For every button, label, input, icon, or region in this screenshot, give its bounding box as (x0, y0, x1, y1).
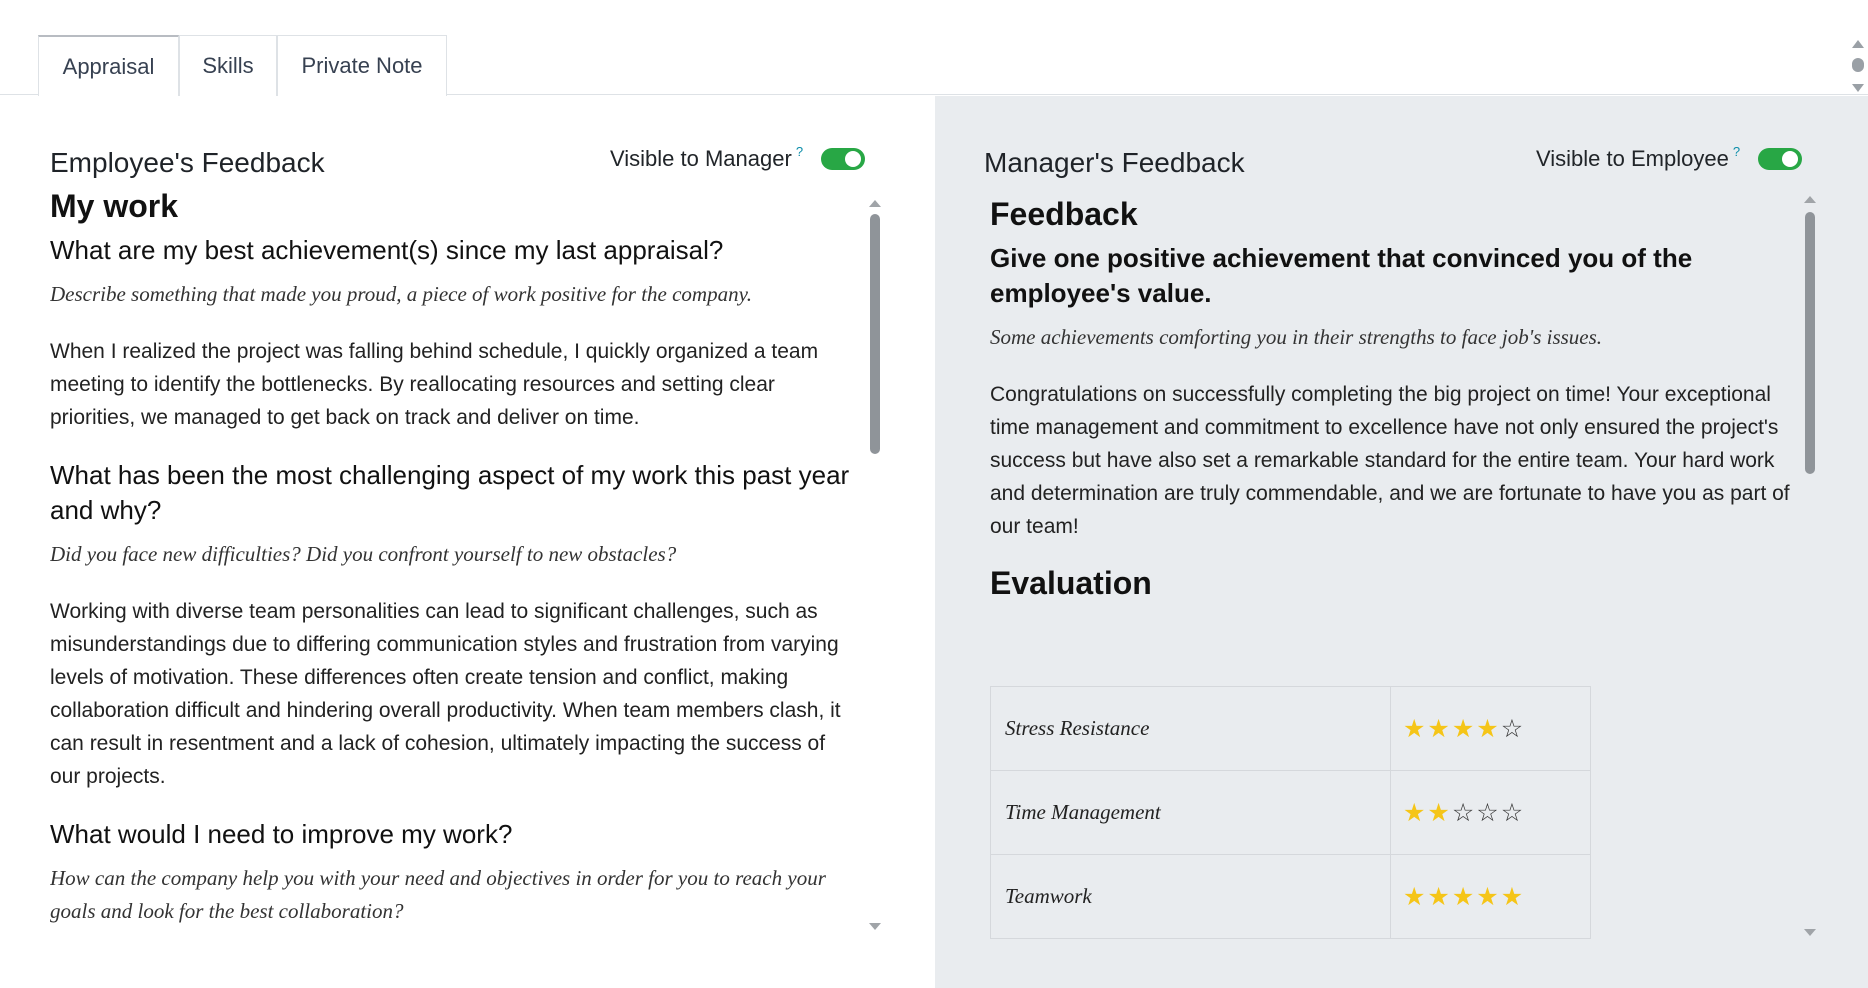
table-row (991, 687, 1591, 771)
table-row (991, 771, 1591, 855)
help-icon[interactable]: ? (1732, 143, 1741, 159)
visible-to-manager-toggle[interactable] (821, 148, 865, 170)
hint-improve-work: How can the company help you with your need and objectives in order for you to reach your goals and look for the best collaboration? (50, 866, 826, 923)
scroll-thumb[interactable] (1852, 58, 1864, 72)
star-filled-icon[interactable]: ★ (1403, 882, 1426, 911)
manager-feedback-scrollbar[interactable] (1803, 196, 1817, 936)
tab-bar (0, 0, 1868, 95)
hint-positive-achievement: Some achievements comforting you in their strengths to face job's issues. (990, 325, 1603, 349)
scroll-down-arrow-icon[interactable] (1852, 84, 1864, 92)
scroll-thumb[interactable] (1805, 212, 1815, 474)
evaluation-table (990, 686, 1591, 939)
star-empty-icon[interactable]: ☆ (1451, 798, 1475, 827)
star-rating[interactable] (1391, 771, 1591, 855)
star-filled-icon[interactable]: ★ (1403, 714, 1426, 743)
star-rating[interactable] (1391, 687, 1591, 771)
section-evaluation: Evaluation (990, 565, 1152, 601)
page-scrollbar[interactable] (1850, 36, 1866, 92)
table-row (991, 855, 1591, 939)
star-filled-icon[interactable]: ★ (1427, 798, 1450, 827)
answer-best-achievements[interactable]: When I realized the project was falling behind schedule, I quickly organized a team meeting to identify the bottlenecks. By reallocating resources and setting clear priorities, we managed to get back on track and deliver on time. (50, 340, 819, 429)
question-best-achievements: What are my best achievement(s) since my last appraisal? (50, 235, 724, 265)
hint-challenging-aspect: Did you face new difficulties? Did you confront yourself to new obstacles? (50, 542, 677, 566)
star-filled-icon[interactable]: ★ (1451, 882, 1475, 911)
star-empty-icon[interactable]: ☆ (1476, 798, 1499, 827)
visible-to-manager-label: Visible to Manager (610, 146, 792, 171)
star-filled-icon[interactable]: ★ (1476, 882, 1499, 911)
manager-feedback-header (984, 146, 1245, 180)
star-filled-icon[interactable]: ★ (1427, 714, 1450, 743)
tab-private-note[interactable]: Private Note (277, 35, 447, 96)
employee-feedback-editor[interactable] (50, 188, 850, 968)
question-positive-achievement: Give one positive achievement that convinced you of the employee's value. (990, 243, 1693, 308)
visible-to-employee-control (1536, 143, 1802, 172)
help-icon[interactable]: ? (795, 143, 804, 159)
star-filled-icon[interactable]: ★ (1403, 798, 1426, 827)
star-rating[interactable] (1391, 855, 1591, 939)
star-filled-icon[interactable]: ★ (1451, 714, 1475, 743)
tab-appraisal[interactable]: Appraisal (38, 35, 179, 96)
visible-to-employee-label: Visible to Employee (1536, 146, 1729, 171)
answer-challenging-aspect[interactable]: Working with diverse team personalities can lead to significant challenges, such as misunderstandings due to differing communication styles and frustration from varying levels of motivation. These differences often create tension and conflict, making collaboration difficult and hindering overall productivity. When team members clash, it can result in resentment and a lack of cohesion, ultimately impacting the success of our projects. (50, 600, 841, 788)
scroll-up-arrow-icon[interactable] (869, 200, 881, 207)
evaluation-label: Stress Resistance (991, 687, 1391, 771)
star-empty-icon[interactable]: ☆ (1500, 798, 1524, 827)
star-filled-icon[interactable]: ★ (1427, 882, 1450, 911)
question-improve-work: What would I need to improve my work? (50, 819, 513, 849)
visible-to-manager-control (610, 143, 865, 172)
scroll-down-arrow-icon[interactable] (869, 923, 881, 930)
visible-to-employee-toggle[interactable] (1758, 148, 1802, 170)
scroll-up-arrow-icon[interactable] (1852, 40, 1864, 48)
scroll-thumb[interactable] (870, 214, 880, 454)
answer-positive-achievement[interactable]: Congratulations on successfully completing the big project on time! Your exceptional time management and commitment to excellence have not only ensured the project's success but have also set a remarkable standard for the entire team. Your hard work and determination are truly commendable, and we are fortunate to have you as part of our team! (990, 383, 1790, 538)
employee-feedback-title: Employee's Feedback (50, 147, 325, 178)
question-challenging-aspect: What has been the most challenging aspect of my work this past year and why? (50, 460, 850, 525)
manager-feedback-title: Manager's Feedback (984, 147, 1245, 178)
hint-best-achievements: Describe something that made you proud, a piece of work positive for the company. (50, 282, 753, 306)
tab-skills[interactable]: Skills (179, 35, 277, 96)
star-filled-icon[interactable]: ★ (1476, 714, 1499, 743)
manager-feedback-editor[interactable] (990, 196, 1790, 656)
employee-feedback-scrollbar[interactable] (868, 200, 882, 930)
star-filled-icon[interactable]: ★ (1500, 882, 1524, 911)
section-feedback: Feedback (990, 196, 1138, 232)
manager-feedback-pane (935, 96, 1868, 988)
scroll-up-arrow-icon[interactable] (1804, 196, 1816, 203)
section-my-work: My work (50, 188, 179, 224)
evaluation-label: Time Management (991, 771, 1391, 855)
evaluation-label: Teamwork (991, 855, 1391, 939)
employee-feedback-header (50, 146, 325, 180)
star-empty-icon[interactable]: ☆ (1500, 714, 1524, 743)
scroll-down-arrow-icon[interactable] (1804, 929, 1816, 936)
employee-feedback-pane (0, 96, 935, 988)
